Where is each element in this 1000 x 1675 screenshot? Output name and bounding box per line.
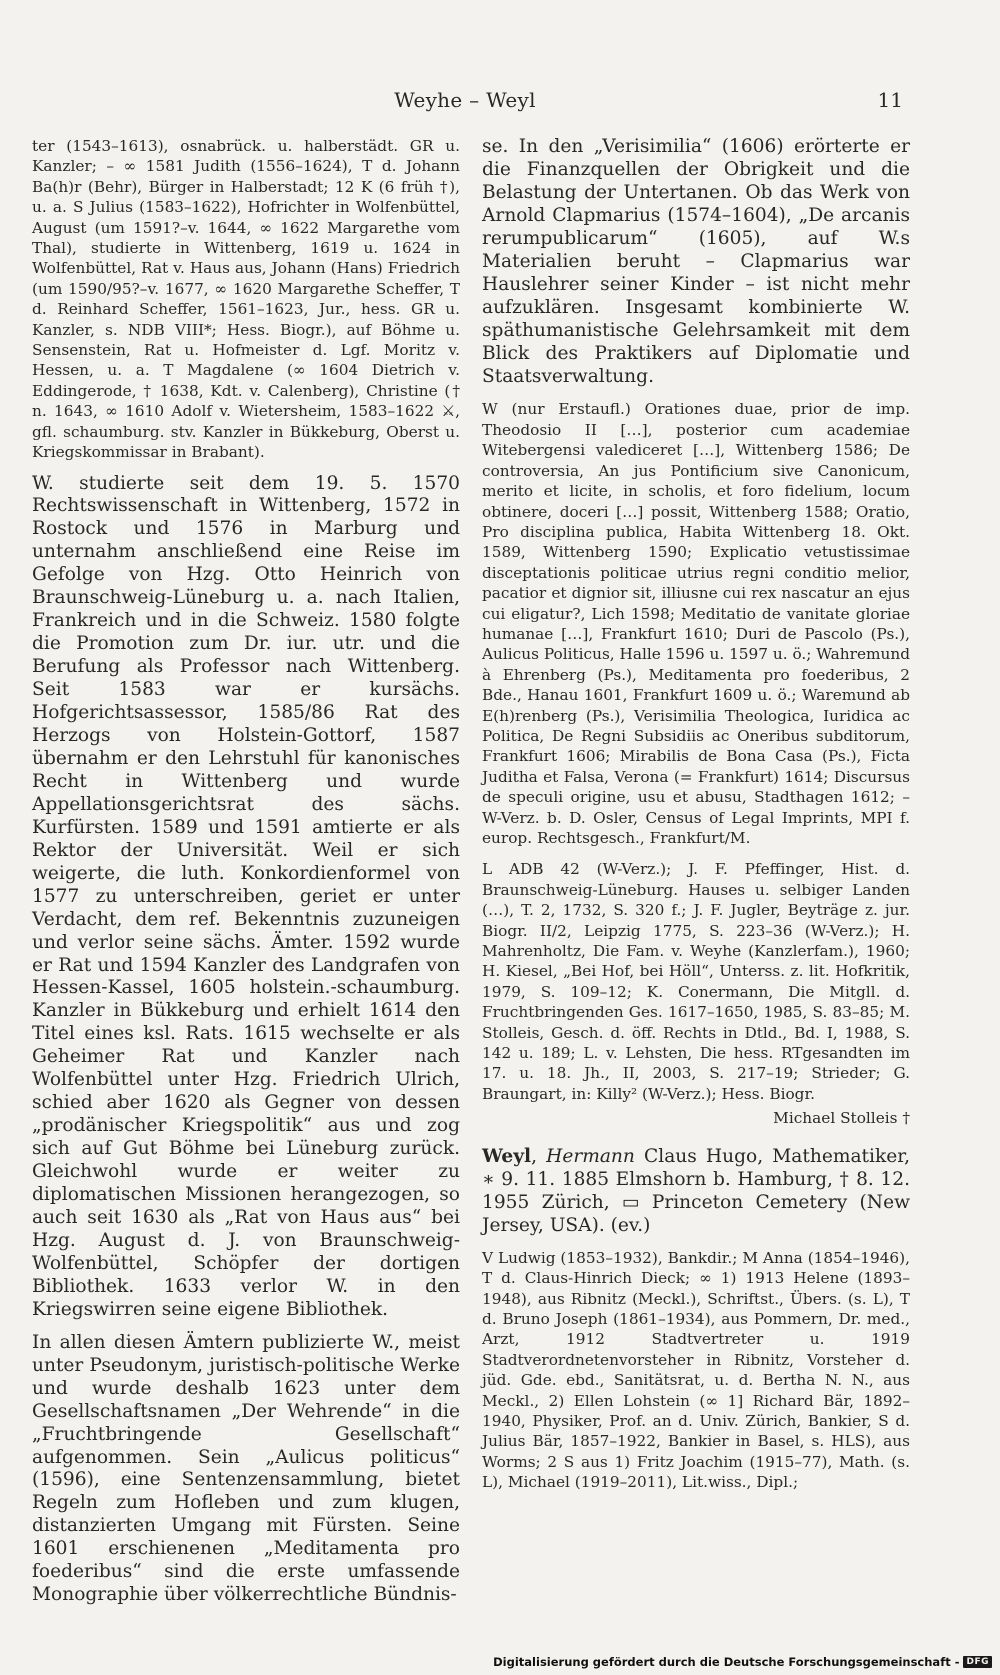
page-header [0, 88, 1000, 118]
entry-heading-rest: Claus Hugo, Mathematiker, ∗ 9. 11. 1885 Elmshorn b. Hamburg, † 8. 12. 1955 Zürich, ▭ Princeton Cemetery (New Jersey, USA). (ev.) [482, 1145, 910, 1236]
entry-forename: Hermann [546, 1145, 635, 1167]
page-number: 11 [877, 88, 903, 112]
literature-list: L ADB 42 (W-Verz.); J. F. Pfeffinger, Hist. d. Braunschweig-Lüneburg. Hauses u. selbiger Landen (…), T. 2, 1732, S. 320 f.; J. F. Jugler, Beyträge z. jur. Biogr. II/2, Leipzig 1775, S. 223–36 (W-Verz.); H. Mahrenholtz, Die Fam. v. Weyhe (Kanzlerfam.), 1960; H. Kiesel, „Bei Hof, bei Höll“, Unterss. z. lit. Hofkritik, 1979, S. 109–12; K. Conermann, Die Mitgll. d. Fruchtbringenden Ges. 1617–1650, 1985, S. 83–85; M. Stolleis, Gesch. d. öff. Rechts in Dtld., Bd. I, 1988, S. 142 u. 189; L. v. Lehsten, Die hess. RTgesandten im 17. u. 18. Jh., II, 2003, S. 217–19; Strieder; G. Braungart, in: Killy² (W-Verz.); Hess. Biogr. [482, 860, 910, 1103]
works-list: W (nur Erstaufl.) Orationes duae, prior de imp. Theodosio II […], posterior cum academiae Witebergensi valediceret […], Wittenberg 1586; De controversia, An jus Pontificium sive Canonicum, merito et licite, in scholis, et foro fidelium, locum obtinere, doceri […] possit, Wittenberg 1588; Oratio, Pro disciplina publica, Habita Wittenberg 18. Okt. 1589, Wittenberg 1590; Explicatio vetustissimae disceptationis politicae utrius regni conditio melior, pacatior et dignior sit, illiusne cui rex nascatur an ejus cui eligatur?, Lich 1598; Meditatio de vanitate gloriae humanae […], Frankfurt 1610; Duri de Pascolo (Ps.), Aulicus Politicus, Halle 1596 u. 1597 u. ö.; Wahremund à Ehrenberg (Ps.), Meditamenta pro foederibus, 2 Bde., Hanau 1601, Frankfurt 1609 u. ö.; Waremund ab E(h)renberg (Ps.), Verisimilia Theologica, Iuridica ac Politica, De Regni Subsidiis ac Oneribus subditorum, Frankfurt 1606; Mirabilis de Bona Casa (Ps.), Ficta Juditha et Falsa, Verona (= Frankfurt) 1614; Discursus de speculi origine, usu et abusu, Stadthagen 1612; – W-Verz. b. D. Osler, Census of Legal Imprints, MPI f. europ. Rechtsgesch., Frankfurt/M. [482, 400, 910, 848]
entry-surname: Weyl [482, 1145, 532, 1167]
entry-heading: Weyl, Hermann Claus Hugo, Mathematiker, ∗ 9. 11. 1885 Elmshorn b. Hamburg, † 8. 12. 1955 Zürich, ▭ Princeton Cemetery (New Jersey, USA). (ev.) [482, 1145, 910, 1236]
footer-credit: Digitalisierung gefördert durch die Deutsche Forschungsgemeinschaft - [493, 1655, 960, 1669]
right-column [482, 136, 910, 1493]
author-signature: Michael Stolleis † [773, 1109, 910, 1128]
left-column [32, 136, 460, 1607]
biography-paragraph-2: In allen diesen Ämtern publizierte W., meist unter Pseudonym, juristisch-politische Werke und wurde deshalb 1623 unter dem Gesellschaftsnamen „Der Wehrende“ in die „Fruchtbringende Gesellschaft“ aufgenommen. Sein „Aulicus politicus“ (1596), eine Sentenzensammlung, bietet Regeln zum Hofleben und zum klugen, distanzierten Umgang mit Fürsten. Seine 1601 erschienenen „Meditamenta pro foederibus“ sind die erste umfassende Monographie über völkerrechtliche Bündnis- [32, 1331, 460, 1606]
biography-continuation: se. In den „Verisimilia“ (1606) erörterte er die Finanzquellen der Obrigkeit und die Belastung der Untertanen. Ob das Werk von Arnold Clapmarius (1574–1604), „De arcanis rerumpublicarum“ (1605), auf W.s Materialien beruht – Clapmarius war Hauslehrer seiner Kinder – ist nicht mehr aufzuklären. Insgesamt kombinierte W. späthumanistische Gelehrsamkeit mit dem Blick des Praktikers auf Diplomatie und Staatsverwaltung. [482, 136, 910, 387]
biography-paragraph-1: W. studierte seit dem 19. 5. 1570 Rechtswissenschaft in Wittenberg, 1572 in Rostock und 1576 in Marburg und unternahm anschließend eine Reise im Gefolge von Hzg. Otto Heinrich von Braunschweig-Lüneburg u. a. nach Italien, Frankreich und in die Schweiz. 1580 folgte die Promotion zum Dr. iur. utr. und die Berufung als Professor nach Wittenberg. Seit 1583 war er kursächs. Hofgerichtsassessor, 1585/86 Rat des Herzogs von Holstein-Gottorf, 1587 übernahm er den Lehrstuhl für kanonisches Recht in Wittenberg und wurde Appellationsgerichtsrat des sächs. Kurfürsten. 1589 und 1591 amtierte er als Rektor der Universität. Weil er sich weigerte, die luth. Konkordienformel von 1577 zu unterschreiben, geriet er unter Verdacht, dem ref. Bekenntnis zuzuneigen und verlor seine sächs. Ämter. 1592 wurde er Rat und 1594 Kanzler des Landgrafen von Hessen-Kassel, 1605 holstein.-schaumburg. Kanzler in Bükkeburg und erhielt 1614 den Titel eines ksl. Rats. 1615 wechselte er als Geheimer Rat und Kanzler nach Wolfenbüttel unter Hzg. Friedrich Ulrich, schied aber 1620 als Gegner von dessen „prodänischer Kriegspolitik“ aus und zog sich auf Gut Böhme bei Lüneburg zurück. Gleichwohl wurde er weiter zu diplomatischen Missionen herangezogen, so auch seit 1630 als „Rat von Haus aus“ bei Hzg. August d. J. von Braunschweig-Wolfenbüttel, Schöpfer der dortigen Bibliothek. 1633 verlor W. in den Kriegswirren seine eigene Bibliothek. [32, 472, 460, 1320]
genealogy-paragraph: ter (1543–1613), osnabrück. u. halberstädt. GR u. Kanzler; – ∞ 1581 Judith (1556–1624), T d. Johann Ba(h)r (Behr), Bürger in Halberstadt; 12 K (6 früh †), u. a. S Julius (1583–1622), Hofrichter in Wolfenbüttel, August (um 1591?–v. 1644, ∞ 1622 Margarethe vom Thal), studierte in Wittenberg, 1619 u. 1624 in Wolfenbüttel, Rat v. Haus aus, Johann (Hans) Friedrich (um 1590/95?–v. 1677, ∞ 1620 Margarethe Scheffer, T d. Reinhard Scheffer, 1561–1623, Jur., hess. GR u. Kanzler, s. NDB VIII*; Hess. Biogr.), auf Böhme u. Sensenstein, Rat u. Hofmeister d. Lgf. Moritz v. Hessen, u. a. T Magdalene (∞ 1604 Dietrich v. Eddingerode, † 1638, Kdt. v. Calenberg), Christine († n. 1643, ∞ 1610 Adolf v. Wietersheim, 1583–1622 ⚔, gfl. schaumburg. stv. Kanzler in Bükkeburg, Oberst u. Kriegskommissar in Brabant). [32, 137, 460, 462]
digitization-footer [493, 1655, 992, 1669]
entry-genealogy: V Ludwig (1853–1932), Bankdir.; M Anna (1854–1946), T d. Claus-Hinrich Dieck; ∞ 1) 1913 Helene (1893–1948), aus Ribnitz (Meckl.), Schriftst., Übers. (s. L), T d. Bruno Joseph (1861–1934), aus Pommern, Dr. med., Arzt, 1912 Stadtvertreter u. 1919 Stadtverordnetenvorsteher in Ribnitz, Vorsteher d. jüd. Gde. ebd., Sanitätsrat, u. d. Bertha N. N., aus Meckl., 2) Ellen Lohstein (∞ 1] Richard Bär, 1892–1940, Physiker, Prof. an d. Univ. Zürich, Bankier, S d. Julius Bär, 1857–1922, Bankier in Basel, s. HLS), aus Worms; 2 S aus 1) Fritz Joachim (1915–77), Math. (s. L), Michael (1919–2011), Lit.wiss., Dipl.; [482, 1248, 910, 1492]
running-head: Weyhe – Weyl [394, 88, 536, 112]
dfg-logo-icon: DFG [963, 1656, 992, 1668]
